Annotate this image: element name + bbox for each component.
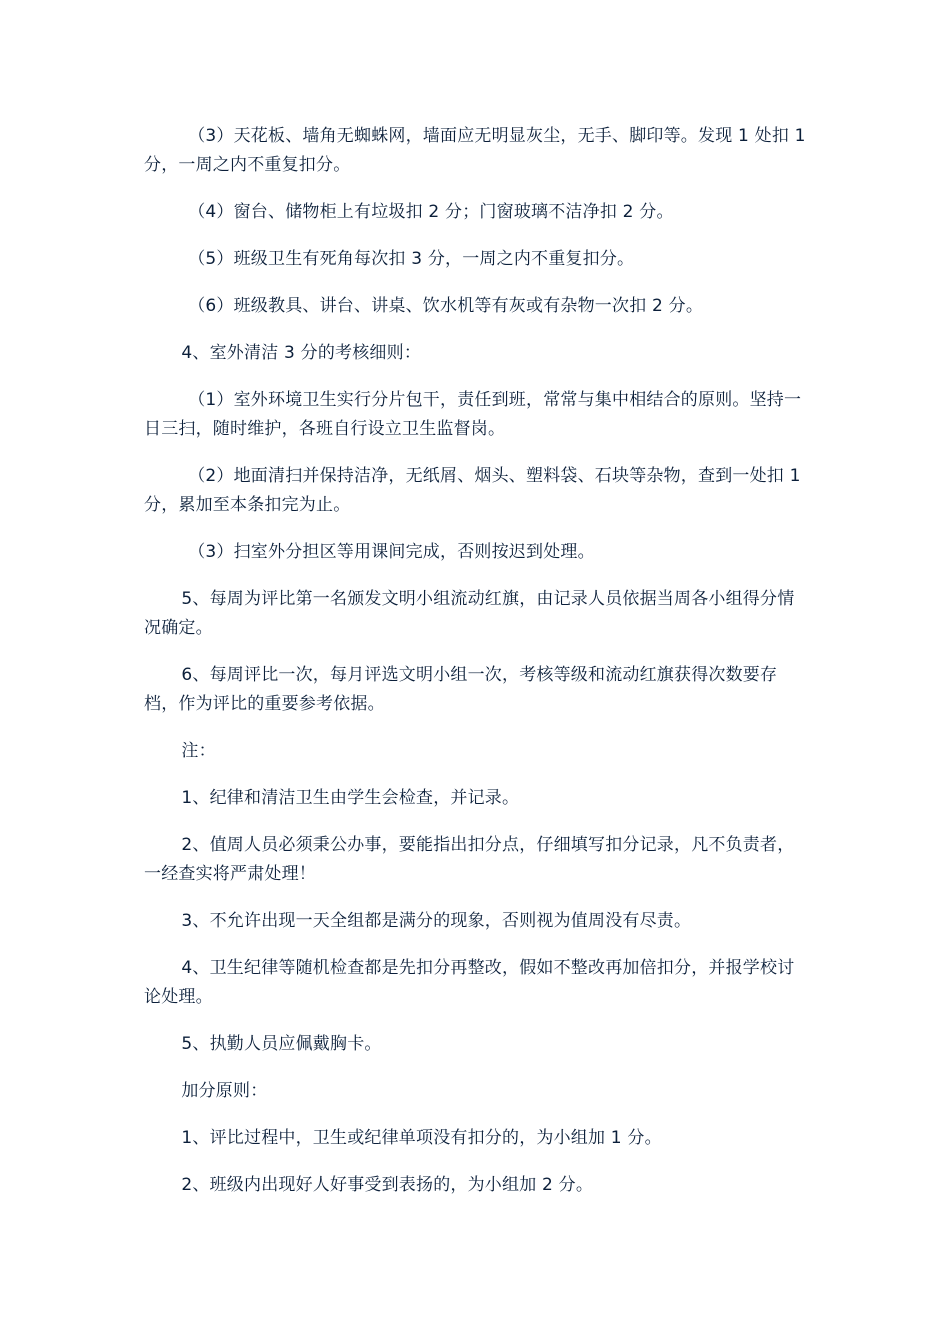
paragraph-outdoor-1: （1）室外环境卫生实行分片包干，责任到班，常常与集中相结合的原则。坚持一日三扫，随时维护，各班自行设立卫生监督岗。 <box>144 390 802 439</box>
paragraph-note-5: 5、执勤人员应佩戴胸卡。 <box>181 1034 382 1054</box>
paragraph-indoor-3: （3）天花板、墙角无蜘蛛网，墙面应无明显灰尘，无手、脚印等。发现 1 处扣 1 分，一周之内不重复扣分。 <box>144 126 806 175</box>
paragraph-bonus-1: 1、评比过程中，卫生或纪律单项没有扣分的，为小组加 1 分。 <box>181 1128 662 1148</box>
paragraph-note-heading: 注： <box>181 741 216 761</box>
paragraph-note-2: 2、值周人员必须秉公办事，要能指出扣分点，仔细填写扣分记录，凡不负责者，一经查实将严肃处理！ <box>144 835 795 884</box>
paragraph-outdoor-2: （2）地面清扫并保持洁净，无纸屑、烟头、塑料袋、石块等杂物，查到一处扣 1 分，累加至本条扣完为止。 <box>144 466 801 515</box>
paragraph-rule-5: 5、每周为评比第一名颁发文明小组流动红旗，由记录人员依据当周各小组得分情况确定。 <box>144 589 795 638</box>
paragraph-note-4: 4、卫生纪律等随机检查都是先扣分再整改，假如不整改再加倍扣分，并报学校讨论处理。 <box>144 958 795 1007</box>
paragraph-note-1: 1、纪律和清洁卫生由学生会检查，并记录。 <box>181 788 520 808</box>
paragraph-rule-6: 6、每周评比一次，每月评选文明小组一次，考核等级和流动红旗获得次数要存档，作为评比的重要参考依据。 <box>144 665 778 714</box>
paragraph-indoor-5: （5）班级卫生有死角每次扣 3 分，一周之内不重复扣分。 <box>188 249 635 269</box>
paragraph-outdoor-heading: 4、室外清洁 3 分的考核细则： <box>181 343 422 363</box>
paragraph-note-3: 3、不允许出现一天全组都是满分的现象，否则视为值周没有尽责。 <box>181 911 692 931</box>
paragraph-outdoor-3: （3）扫室外分担区等用课间完成，否则按迟到处理。 <box>188 542 595 562</box>
paragraph-indoor-6: （6）班级教具、讲台、讲桌、饮水机等有灰或有杂物一次扣 2 分。 <box>188 296 704 316</box>
paragraph-bonus-heading: 加分原则： <box>181 1081 268 1101</box>
document-body <box>144 122 808 1218</box>
paragraph-bonus-2: 2、班级内出现好人好事受到表扬的，为小组加 2 分。 <box>181 1175 594 1195</box>
paragraph-indoor-4: （4）窗台、储物柜上有垃圾扣 2 分；门窗玻璃不洁净扣 2 分。 <box>188 202 674 222</box>
